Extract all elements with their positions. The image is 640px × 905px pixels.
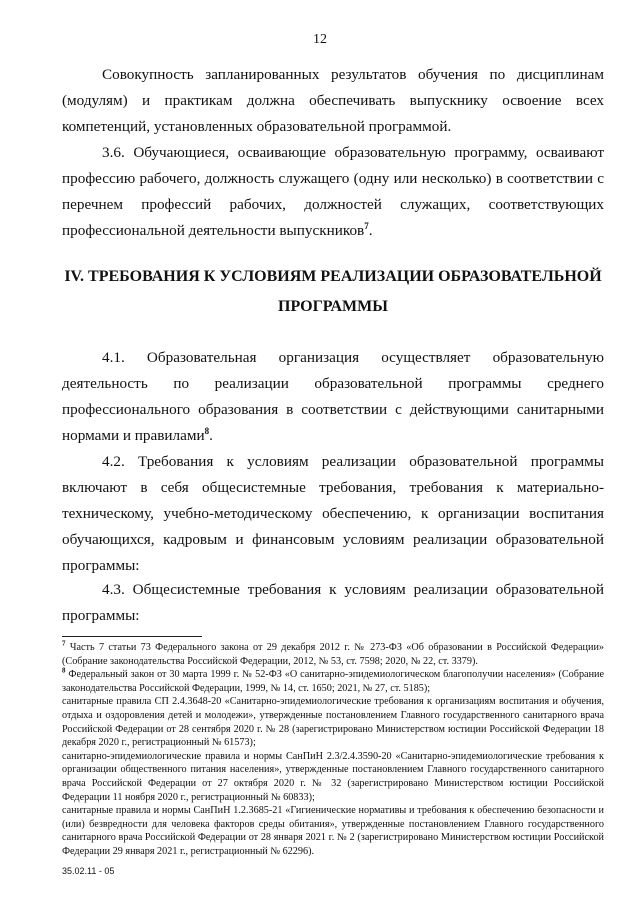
footnote-marker: 8 (62, 666, 66, 675)
footnote-text: Федеральный закон от 30 марта 1999 г. № 52-ФЗ «О санитарно-эпидемиологическом благополучии населения» (Собрание законодательства Российской Федерации, 1999, № 14, ст. 1650; 2021, № 27, ст. 5185); (62, 669, 604, 694)
paragraph-text: Совокупность запланированных результатов обучения по дисциплинам (модулям) и практикам должна обеспечивать выпускнику освоение всех компетенций, установленных образовательной программой. (62, 66, 604, 135)
paragraph-end: . (368, 222, 373, 239)
paragraph-text: 4.2. Требования к условиям реализации образовательной программы включают в себя общесистемные требования, требования к материально-техническому, учебно-методическому обеспечению, к организации воспитания обучающихся, кадровым и финансовым условиям реализации образовательной программы: (62, 453, 604, 574)
paragraph-text: 4.3. Общесистемные требования к условиям реализации образовательной программы: (62, 581, 604, 624)
footnote-8 (62, 668, 604, 695)
paragraph-learning-outcomes (62, 62, 604, 140)
page-number: 12 (313, 32, 327, 47)
paragraph-end: . (209, 427, 213, 444)
document-code: 35.02.11 - 05 (62, 866, 115, 876)
paragraph-4-1-text: 4.1. Образовательная организация осуществляет образовательную деятельность по реализации образовательной программы среднего профессионального образования в соответствии с действующими санитарными нормами и правилами (62, 349, 604, 444)
paragraph-4-2 (62, 449, 604, 579)
footnote-item: санитарно-эпидемиологические правила и нормы СанПиН 2.3/2.4.3590-20 «Санитарно-эпидемиологические требования к организации общественного питания населения», утвержденные постановлением Главного государственного санитарного врача Российской Федерации от 27 октября 2020 г. № 32 (зарегистрировано Министерством юстиции Российской Федерации 11 ноября 2020 г., регистрационный № 60833); (62, 750, 604, 803)
footnote-ref-7[interactable]: 7 (364, 220, 369, 231)
paragraph-4-3 (62, 577, 604, 629)
footnote-marker: 7 (62, 639, 66, 648)
footnote-ref-8[interactable]: 8 (204, 425, 210, 436)
paragraph-3-6-text: 3.6. Обучающиеся, осваивающие образовательную программу, осваивают профессию рабочего, должность служащего (одну или несколько) в соответствии с перечнем профессий рабочих, должностей служащих, соответствующих профессиональной деятельности выпускников (62, 144, 604, 239)
paragraph-text (62, 140, 604, 244)
footnote-divider (62, 636, 202, 637)
footnote-item: санитарные правила СП 2.4.3648-20 «Санитарно-эпидемиологические требования к организациям воспитания и обучения, отдыха и оздоровления детей и молодежи», утвержденные постановлением Главного государственного санитарного врача Российской Федерации от 28 сентября 2020 г. № 28 (зарегистрировано Министерством юстиции Российской Федерации 18 декабря 2020 г., регистрационный № 61573); (62, 696, 604, 749)
paragraph-3-6 (62, 140, 604, 244)
footnote-text: Часть 7 статьи 73 Федерального закона от 29 декабря 2012 г. № 273-ФЗ «Об образовании в Российской Федерации» (Собрание законодательства Российской Федерации, 2012, № 53, ст. 7598; 2020, № 22, ст. 3379). (62, 642, 604, 667)
footnote-7 (62, 641, 604, 668)
paragraph-4-1 (62, 345, 604, 449)
footnotes (62, 641, 604, 859)
section-heading: IV. ТРЕБОВАНИЯ К УСЛОВИЯМ РЕАЛИЗАЦИИ ОБРАЗОВАТЕЛЬНОЙ ПРОГРАММЫ (64, 268, 602, 315)
paragraph-text (62, 345, 604, 449)
footnote-item: санитарные правила и нормы СанПиН 1.2.3685-21 «Гигиенические нормативы и требования к обеспечению безопасности и (или) безвредности для человека факторов среды обитания», утвержденные постановлением Главного государственного санитарного врача Российской Федерации от 28 января 2021 г. № 2 (зарегистрировано Министерством юстиции Российской Федерации 29 января 2021 г., регистрационный № 62296). (62, 805, 604, 857)
